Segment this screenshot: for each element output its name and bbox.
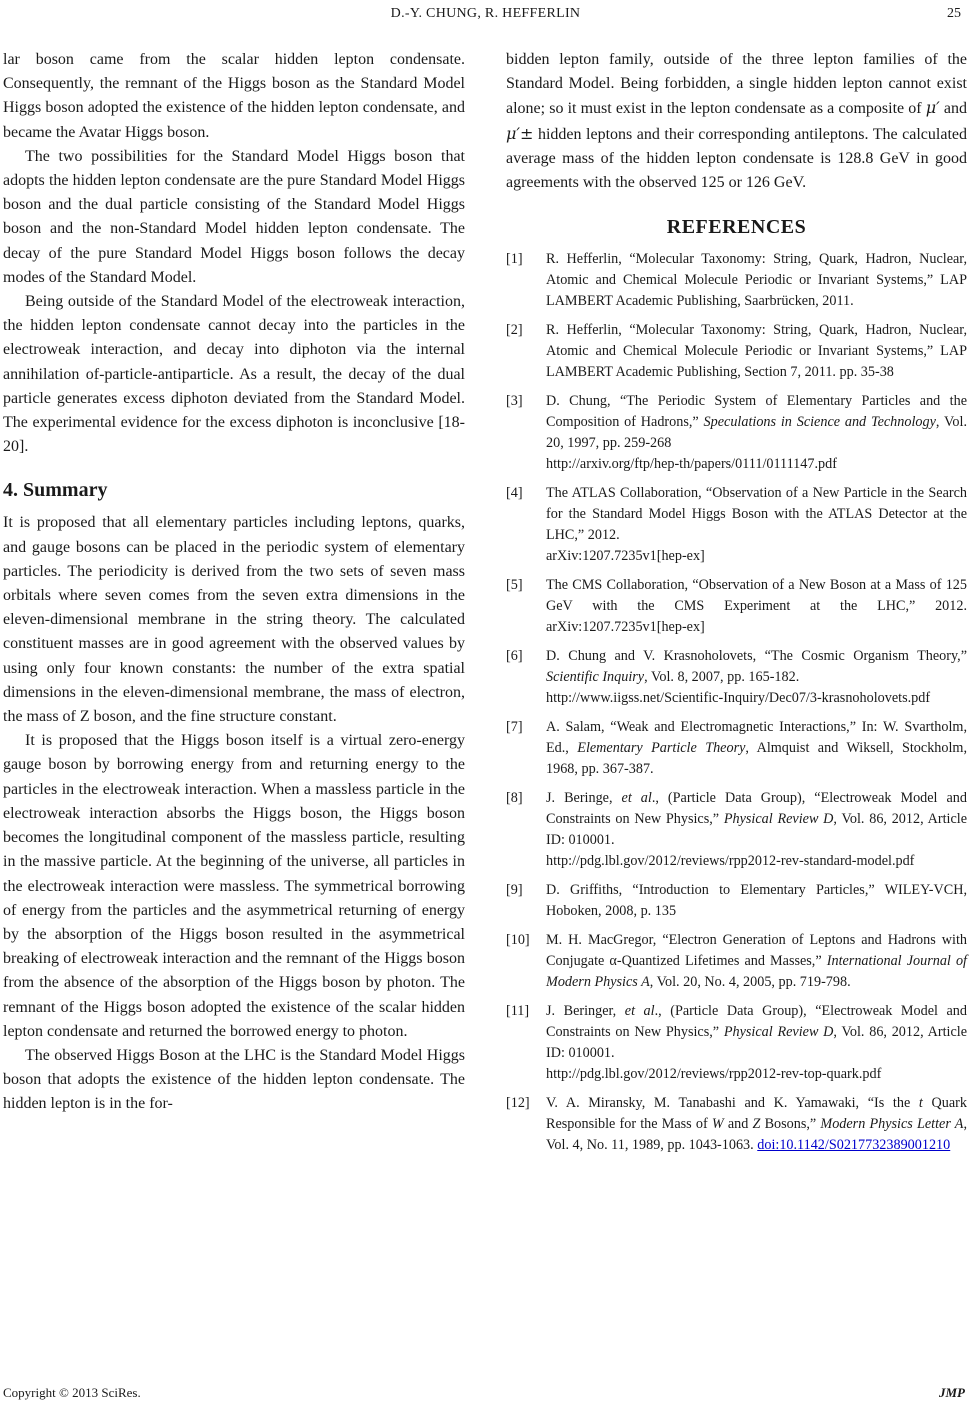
reference-italic: W [711,1116,724,1133]
reference-text [546,320,967,383]
reference-item [506,717,967,780]
reference-segment: R. Hefferlin, “Molecular Taxonomy: String, Quark, Hadron, Nuclear, Atomic and Chemical Molecule Periodic or Invariant Systems,” LAP LAMBERT Academic Publishing, Section 7, 2011. pp. 35-38 [546,322,967,381]
reference-segment: ., (Particle Data Group), “Electroweak Model and Constraints on New Physics,” [546,790,967,828]
reference-italic: et al [621,790,652,807]
reference-segment: M. H. MacGregor, “Electron Generation of Leptons and Hadrons with Conjugate α-Quantized Lifetimes and Masses,” [546,932,967,970]
reference-number: [2] [506,322,523,339]
reference-item [506,575,967,638]
reference-segment: , Vol. 8, 2007, pp. 165-182. [644,669,800,686]
reference-segment: D. Chung and V. Krasnoholovets, “The Cosmic Organism Theory,” [546,648,967,665]
reference-text [546,788,967,872]
reference-text [546,1001,967,1085]
reference-segment: The CMS Collaboration, “Observation of a New Boson at a Mass of 125 GeV with the CMS Experiment at the LHC,” 2012. arXiv:1207.7235v1[hep-ex] [546,577,967,636]
reference-segment: D. Chung, “The Periodic System of Elementary Particles and the Composition of Hadrons,” [546,393,967,431]
reference-url: arXiv:1207.7235v1[hep-ex] [546,548,705,565]
reference-text [546,391,967,475]
reference-segment: V. A. Miransky, M. Tanabashi and K. Yamawaki, “Is the [546,1095,919,1112]
journal-abbrev: JMP [939,1385,965,1400]
reference-italic: t [918,1095,923,1112]
reference-italic: Z [752,1116,761,1133]
left-column [3,48,465,1117]
reference-number: [10] [506,932,530,949]
reference-italic: Physical Review D [723,811,834,828]
reference-text [546,575,967,638]
paragraph: It is proposed that all elementary particles including leptons, quarks, and gauge bosons can be placed in the periodic system of elementary particles. The periodicity is derived from the two sets of seven mass orbitals where seven comes from the seven extra dimensions in the eleven-dimensional membrane in the string theory. The calculated constituent masses are in good agreement with the observed values by using only four known constants: the number of the extra spatial dimensions in the eleven-dimensional membrane, the mass of electron, the mass of Z boson, and the fine structure constant. [3,514,465,726]
reference-segment: , Vol. 86, 2012, Article ID: 010001. [546,1024,967,1062]
paragraph-text: hidden leptons and their corresponding antileptons. The calculated average mass of the hidden lepton condensate is 128.8 GeV in good agreements with the observed 125 or 126 GeV. [506,125,967,192]
reference-text [546,1093,967,1156]
reference-segment: , Almquist and Wiksell, Stockholm, 1968, pp. 367-387. [546,740,967,778]
page-number: 25 [947,6,961,21]
reference-item [506,930,967,993]
paragraph [506,48,967,195]
copyright-notice: Copyright © 2013 SciRes. [3,1385,141,1400]
paragraph: The two possibilities for the Standard Model Higgs boson that adopts the hidden lepton condensate are the pure Standard Model Higgs boson and the dual particle consisting of the Standard Model Higgs boson and the non-Standard Model hidden lepton condensate. The decay of the pure Standard Model Higgs boson follows the decay modes of the Standard Model. [3,147,465,286]
reference-text [546,930,967,993]
reference-number: [5] [506,577,523,594]
reference-italic: et al [624,1003,655,1020]
reference-segment: ., (Particle Data Group), “Electroweak Model and Constraints on New Physics,” [546,1003,967,1041]
reference-number: [11] [506,1003,530,1020]
reference-item [506,1001,967,1085]
paragraph: It is proposed that the Higgs boson itself is a virtual zero-energy gauge boson by borrowing energy from and returning energy to the particles in the electroweak interaction. When a massless particle in the electroweak interaction absorbs the Higgs boson, the Higgs boson becomes the longitudinal component of the massless particle, resulting in the massive particle. At the beginning of the universe, all particles in the electroweak interaction were massless. The symmetrical borrowing of energy from the particles and the asymmetrical returning of energy by the absorption of the Higgs boson resulted in the asymmetrical breaking of electroweak interaction and the remnant of the Higgs boson from the absence of the absorption of the Higgs boson by photon. The remnant of the Higgs boson adopted the existence of the scalar hidden lepton condensate and returned the borrowed energy to photon. [3,732,465,1040]
paragraph: The observed Higgs Boson at the LHC is the Standard Model Higgs boson that adopts the existence of the hidden lepton condensate. The hidden lepton is in the for- [3,1046,465,1113]
reference-item [506,788,967,872]
reference-number: [7] [506,719,523,736]
paragraph: Being outside of the Standard Model of the electroweak interaction, the hidden lepton condensate cannot decay into the particles in the electroweak interaction, and decay into diphoton via the internal annihilation of-particle-antiparticle. As a result, the decay of the dual particle generates excess diphoton deviated from the Standard Model. The experimental evidence for the excess diphoton is inconclusive [18-20]. [3,293,465,456]
page-header [0,6,971,28]
reference-segment: J. Beringe, [546,790,622,807]
reference-item [506,646,967,709]
reference-item [506,391,967,475]
reference-item [506,249,967,312]
reference-number: [1] [506,251,523,268]
reference-segment: , Vol. 86, 2012, Article ID: 010001. [546,811,967,849]
reference-segment: R. Hefferlin, “Molecular Taxonomy: String, Quark, Hadron, Nuclear, Atomic and Chemical Molecule Periodic or Invariant Systems,” LAP LAMBERT Academic Publishing, Saarbrücken, 2011. [546,251,967,310]
reference-number: [4] [506,485,523,502]
paragraph-text: and [939,100,967,118]
reference-item [506,1093,967,1156]
reference-number: [3] [506,393,523,410]
reference-text [546,717,967,780]
reference-url: http://www.iigss.net/Scientific-Inquiry/Dec07/3-krasnoholovets.pdf [546,690,931,707]
reference-italic: Speculations in Science and Technology [703,414,936,431]
reference-italic: Scientific Inquiry [546,669,645,686]
reference-list [506,249,967,1156]
reference-item [506,320,967,383]
doi-link[interactable]: doi:10.1142/S0217732389001210 [757,1137,951,1154]
reference-text [546,483,967,567]
reference-url: http://pdg.lbl.gov/2012/reviews/rpp2012-rev-standard-model.pdf [546,853,915,870]
reference-segment: , Vol. 20, 1997, pp. 259-268 [546,414,967,452]
reference-segment: , Vol. 20, No. 4, 2005, pp. 719-798. [649,974,851,991]
reference-segment: D. Griffiths, “Introduction to Elementary Particles,” WILEY-VCH, Hoboken, 2008, p. 135 [546,882,967,920]
reference-number: [9] [506,882,523,899]
reference-text [546,249,967,312]
right-column [506,48,967,1164]
reference-segment: and [723,1116,753,1133]
reference-italic: Modern Physics Letter A [820,1116,964,1133]
reference-url: http://arxiv.org/ftp/hep-th/papers/0111/0111147.pdf [546,456,837,473]
reference-segment: J. Beringer, [546,1003,625,1020]
paragraph: lar boson came from the scalar hidden lepton condensate. Consequently, the remnant of the Higgs boson as the Standard Model Higgs boson adopted the existence of the hidden lepton condensate, and became the Avatar Higgs boson. [3,51,465,141]
running-header-authors: D.-Y. CHUNG, R. HEFFERLIN [390,6,581,21]
reference-url: http://pdg.lbl.gov/2012/reviews/rpp2012-rev-top-quark.pdf [546,1066,882,1083]
reference-italic: International Journal of Modern Physics A [546,953,967,991]
reference-number: [8] [506,790,523,807]
reference-segment: Quark Responsible for the Mass of [546,1095,967,1133]
reference-segment: A. Salam, “Weak and Electromagnetic Interactions,” In: W. Svartholm, Ed., [546,719,967,757]
reference-segment: Bosons,” [760,1116,821,1133]
mu-prime-pm-symbol: μ′± [506,123,534,143]
paragraph-text: bidden lepton family, outside of the three lepton families of the Standard Model. Being forbidden, a single hidden lepton cannot exist alone; so it must exist in the lepton condensate as a composite of [506,51,967,118]
reference-item [506,483,967,567]
reference-text [546,646,967,709]
reference-segment: The ATLAS Collaboration, “Observation of a New Particle in the Search for the Standard Model Higgs Boson with the ATLAS Detector at the LHC,” 2012. [546,485,967,544]
reference-text [546,880,967,922]
reference-number: [6] [506,648,523,665]
section-heading: 4. Summary [3,479,108,502]
reference-segment: , Vol. 4, No. 11, 1989, pp. 1043-1063. [546,1116,967,1154]
references-heading: REFERENCES [666,216,807,239]
reference-number: [12] [506,1095,530,1112]
reference-italic: Elementary Particle Theory [577,740,746,757]
mu-prime-symbol: μ′ [925,98,940,118]
reference-item [506,880,967,922]
reference-italic: Physical Review D [723,1024,834,1041]
